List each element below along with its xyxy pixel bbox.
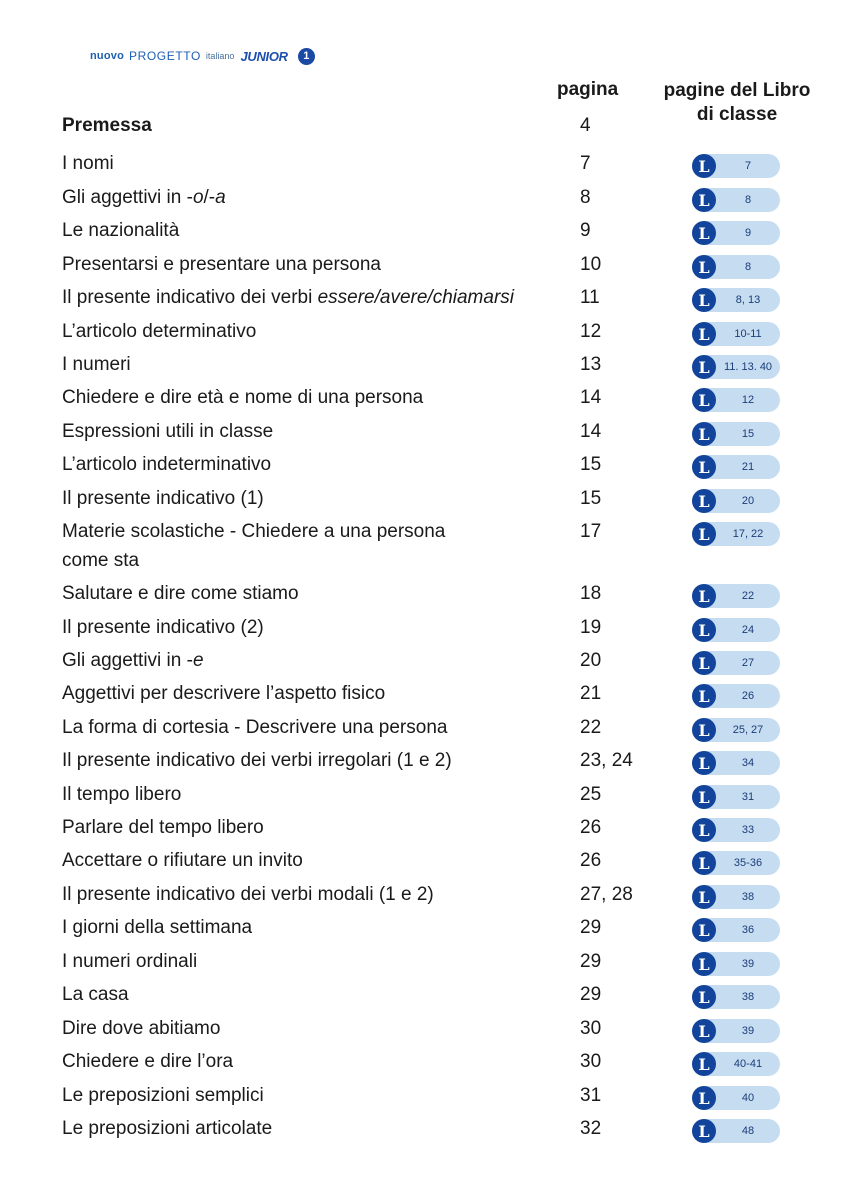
topic-text-segment: essere/avere/chiamarsi — [317, 287, 515, 308]
textbook-page-chip — [692, 785, 780, 809]
topic-text-segment: I nomi — [62, 153, 114, 174]
libro-l-icon: L — [692, 851, 716, 875]
textbook-page-number: 38 — [741, 891, 755, 903]
topic-text-segment: Gli aggettivi in - — [62, 187, 193, 208]
topic-title — [62, 1114, 272, 1143]
page-number: 17 — [580, 521, 602, 542]
topic-text-segment: Il presente indicativo dei verbi — [62, 287, 318, 308]
textbook-page-chip — [692, 288, 780, 312]
page-number: 14 — [580, 387, 602, 408]
page-number: 29 — [580, 951, 602, 972]
textbook-page-chip — [692, 952, 780, 976]
libro-l-icon: L — [692, 522, 716, 546]
topic-title — [62, 646, 204, 675]
page-number: 13 — [580, 354, 602, 375]
textbook-page-chip — [692, 751, 780, 775]
textbook-page-chip — [692, 651, 780, 675]
textbook-page-chip — [692, 188, 780, 212]
textbook-page-number: 33 — [741, 824, 755, 836]
libro-l-icon: L — [692, 288, 716, 312]
topic-title — [62, 613, 264, 642]
textbook-page-chip — [692, 1019, 780, 1043]
topic-title — [62, 1014, 220, 1043]
page-number: 14 — [580, 421, 602, 442]
topic-text-segment: I giorni della settimana — [62, 917, 253, 938]
textbook-page-number: 8 — [744, 194, 752, 206]
textbook-page-number: 31 — [741, 791, 755, 803]
topic-text-segment: L’articolo indeterminativo — [62, 454, 272, 475]
page-number: 25 — [580, 784, 602, 805]
topic-title — [62, 780, 181, 809]
topic-text-segment: La casa — [62, 984, 129, 1005]
page-number: 27, 28 — [580, 884, 633, 905]
topic-text-segment: a — [215, 187, 226, 208]
libro-l-icon: L — [692, 751, 716, 775]
topic-text-segment: e — [192, 650, 204, 671]
topic-title — [62, 813, 264, 842]
libro-l-icon: L — [692, 1119, 716, 1143]
topic-text-segment: Gli aggettivi in - — [62, 650, 193, 671]
textbook-page-number: 21 — [741, 461, 755, 473]
topic-text-segment: L’articolo determinativo — [62, 321, 257, 342]
textbook-page-number: 9 — [744, 227, 752, 239]
topic-text-segment: Il presente indicativo dei verbi modali (1 e 2) — [62, 884, 434, 905]
textbook-page-number: 39 — [741, 1025, 755, 1037]
topic-title — [62, 383, 423, 412]
logo-word-junior: JUNIOR — [240, 48, 288, 64]
textbook-page-chip — [692, 422, 780, 446]
textbook-page-chip — [692, 684, 780, 708]
page-number: 21 — [580, 683, 602, 704]
textbook-page-number: 22 — [741, 590, 755, 602]
page-number: 22 — [580, 717, 602, 738]
textbook-page-number: 35-36 — [733, 857, 763, 869]
libro-l-icon: L — [692, 422, 716, 446]
logo-word-italiano: italiano — [205, 51, 235, 61]
textbook-page-number: 39 — [741, 958, 755, 970]
textbook-page-chip — [692, 522, 780, 546]
textbook-page-chip — [692, 885, 780, 909]
topic-text-segment: Le preposizioni semplici — [62, 1085, 264, 1106]
libro-l-icon: L — [692, 1086, 716, 1110]
textbook-page-number: 25, 27 — [732, 724, 764, 736]
libro-l-icon: L — [692, 188, 716, 212]
topic-title — [62, 183, 226, 212]
topic-text-segment: Il presente indicativo (1) — [62, 488, 264, 509]
topic-title — [62, 216, 179, 245]
page-number: 15 — [580, 454, 602, 475]
textbook-page-number: 11. 13. 40 — [723, 361, 773, 373]
topic-text-segment: Parlare del tempo libero — [62, 817, 264, 838]
page-number: 32 — [580, 1118, 602, 1139]
textbook-page-chip — [692, 618, 780, 642]
textbook-page-chip — [692, 851, 780, 875]
topic-title — [62, 980, 129, 1009]
textbook-page-number: 48 — [741, 1125, 755, 1137]
intro-title: Premessa — [62, 115, 152, 136]
libro-l-icon: L — [692, 455, 716, 479]
textbook-page-chip — [692, 489, 780, 513]
page-number: 9 — [580, 220, 591, 241]
libro-l-icon: L — [692, 985, 716, 1009]
topic-title — [62, 679, 385, 708]
textbook-page-chip — [692, 1052, 780, 1076]
page-number: 19 — [580, 617, 602, 638]
page-number: 15 — [580, 488, 602, 509]
textbook-page-number: 40-41 — [733, 1058, 763, 1070]
topic-text-segment: Il tempo libero — [62, 784, 182, 805]
topic-text-segment: Presentarsi e presentare una persona — [62, 254, 381, 275]
page-number: 20 — [580, 650, 602, 671]
libro-l-icon: L — [692, 154, 716, 178]
libro-l-icon: L — [692, 1019, 716, 1043]
page-number: 23, 24 — [580, 750, 633, 771]
page-number: 12 — [580, 321, 602, 342]
topic-title — [62, 250, 381, 279]
textbook-page-chip — [692, 322, 780, 346]
textbook-page-number: 38 — [741, 991, 755, 1003]
topic-title — [62, 484, 264, 513]
libro-l-icon: L — [692, 918, 716, 942]
libro-l-icon: L — [692, 255, 716, 279]
page-number: 7 — [580, 153, 591, 174]
textbook-page-number: 40 — [741, 1092, 755, 1104]
libro-l-icon: L — [692, 718, 716, 742]
textbook-page-number: 36 — [741, 924, 755, 936]
topic-text-segment: Salutare e dire come stiamo — [62, 583, 299, 604]
textbook-page-chip — [692, 455, 780, 479]
libro-l-icon: L — [692, 885, 716, 909]
topic-title — [62, 450, 271, 479]
topic-title — [62, 317, 256, 346]
topic-title — [62, 149, 114, 178]
topic-text-segment: Aggettivi per descrivere l’aspetto fisico — [62, 683, 386, 704]
textbook-page-chip — [692, 584, 780, 608]
libro-l-icon: L — [692, 818, 716, 842]
textbook-page-number: 8 — [744, 261, 752, 273]
page-number: 31 — [580, 1085, 602, 1106]
page-number: 30 — [580, 1018, 602, 1039]
textbook-page-chip — [692, 918, 780, 942]
topic-text-segment: Le nazionalità — [62, 220, 180, 241]
page-number: 26 — [580, 850, 602, 871]
topic-text-segment: Le preposizioni articolate — [62, 1118, 273, 1139]
volume-number-badge: 1 — [298, 48, 315, 65]
libro-l-icon: L — [692, 618, 716, 642]
page-number: 29 — [580, 984, 602, 1005]
textbook-page-number: 15 — [741, 428, 755, 440]
page-column-header: pagina — [557, 79, 619, 100]
textbook-page-number: 10-11 — [734, 328, 762, 340]
textbook-page-chip — [692, 718, 780, 742]
textbook-page-number: 7 — [744, 160, 752, 172]
topic-title — [62, 947, 197, 976]
textbook-page-chip — [692, 221, 780, 245]
topic-text-segment: Espressioni utili in classe — [62, 421, 274, 442]
libro-l-icon: L — [692, 684, 716, 708]
textbook-page-number: 8, 13 — [735, 294, 761, 306]
page-number: 30 — [580, 1051, 602, 1072]
topic-text-segment: Accettare o rifiutare un invito — [62, 850, 303, 871]
page-number: 10 — [580, 254, 602, 275]
topic-title — [62, 579, 299, 608]
textbook-page-chip — [692, 355, 780, 379]
textbook-column-header: pagine del Libro di classe — [663, 80, 811, 125]
topic-title — [62, 880, 434, 909]
page-number: 18 — [580, 583, 602, 604]
topic-title — [62, 350, 131, 379]
textbook-page-chip — [692, 388, 780, 412]
topic-text-segment: Materie scolastiche - Chiedere a una persona — [62, 521, 446, 542]
topic-text-segment: Chiedere e dire l’ora — [62, 1051, 234, 1072]
topic-title — [62, 713, 447, 742]
libro-l-icon: L — [692, 584, 716, 608]
topic-title — [62, 1047, 233, 1076]
intro-page-number: 4 — [580, 115, 591, 136]
logo-word-progetto: PROGETTO — [129, 49, 201, 63]
textbook-page-chip — [692, 154, 780, 178]
topic-title — [62, 283, 514, 312]
page-number: 8 — [580, 187, 591, 208]
series-logo — [90, 45, 315, 67]
libro-l-icon: L — [692, 489, 716, 513]
textbook-page-number: 34 — [741, 757, 755, 769]
topic-text-segment: I numeri ordinali — [62, 951, 198, 972]
libro-l-icon: L — [692, 355, 716, 379]
topic-title — [62, 746, 452, 775]
topic-text-segment: Il presente indicativo (2) — [62, 617, 264, 638]
page-number: 11 — [580, 287, 600, 308]
topic-title — [62, 1081, 264, 1110]
libro-l-icon: L — [692, 388, 716, 412]
topic-text-segment: Il presente indicativo dei verbi irregolari (1 e 2) — [62, 750, 452, 771]
textbook-page-chip — [692, 1086, 780, 1110]
textbook-page-number: 17, 22 — [732, 528, 764, 540]
topic-text-segment: Dire dove abitiamo — [62, 1018, 221, 1039]
libro-l-icon: L — [692, 322, 716, 346]
topic-text-segment: come sta — [62, 550, 140, 571]
libro-l-icon: L — [692, 785, 716, 809]
textbook-page-chip — [692, 255, 780, 279]
topic-text-segment: La forma di cortesia - Descrivere una persona — [62, 717, 448, 738]
topic-text-segment: Chiedere e dire età e nome di una persona — [62, 387, 424, 408]
topic-title — [62, 417, 273, 446]
textbook-page-chip — [692, 1119, 780, 1143]
topic-title — [62, 913, 252, 942]
page-number: 26 — [580, 817, 602, 838]
topic-title — [62, 846, 303, 875]
textbook-page-number: 24 — [741, 624, 755, 636]
textbook-page-number: 27 — [741, 657, 755, 669]
libro-l-icon: L — [692, 221, 716, 245]
textbook-page-number: 20 — [741, 495, 755, 507]
page-number: 29 — [580, 917, 602, 938]
textbook-page-number: 12 — [741, 394, 755, 406]
libro-l-icon: L — [692, 1052, 716, 1076]
textbook-page-chip — [692, 818, 780, 842]
logo-word-nuovo: nuovo — [90, 50, 124, 62]
textbook-page-chip — [692, 985, 780, 1009]
textbook-page-number: 26 — [741, 690, 755, 702]
libro-l-icon: L — [692, 651, 716, 675]
topic-text-segment: /- — [203, 187, 216, 208]
topic-title — [62, 517, 445, 575]
topic-text-segment: o — [192, 187, 204, 208]
libro-l-icon: L — [692, 952, 716, 976]
topic-text-segment: I numeri — [62, 354, 131, 375]
